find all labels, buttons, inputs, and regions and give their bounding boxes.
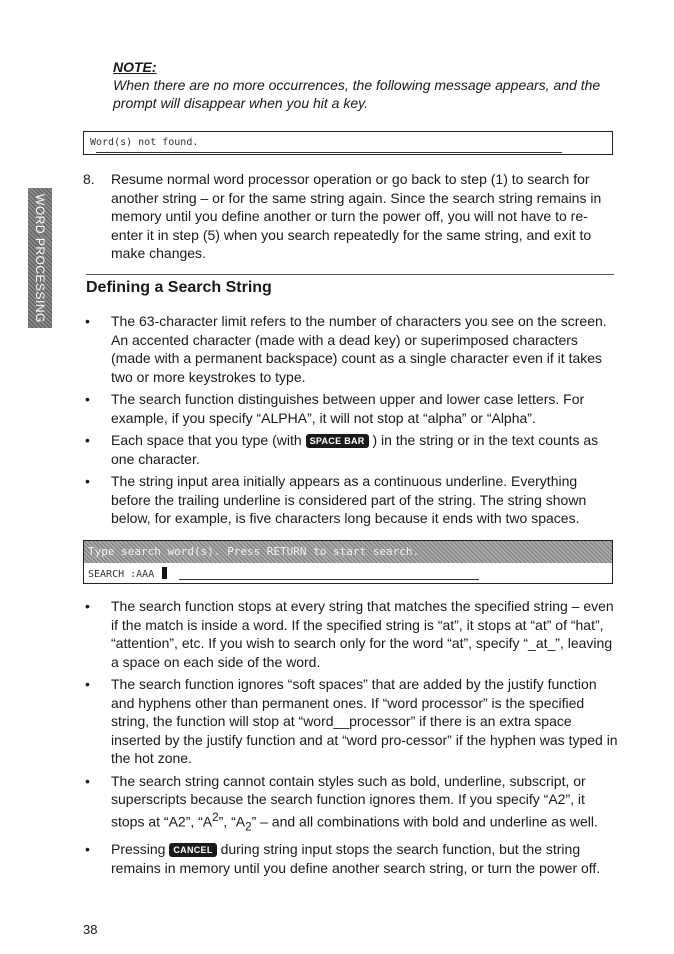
section-divider [86,274,614,275]
message-underline [96,152,562,153]
string-underline [179,579,479,580]
bullet-list-1 [83,312,618,532]
note-text: When there are no more occurrences, the following message appears, and the prompt will disappear when you hit a key. [113,77,601,111]
space-bar-key: SPACE BAR [306,434,369,448]
section-side-tab [28,188,52,328]
not-found-message-box [83,131,613,155]
list-item: • The search function stops at every string that matches the specified string – even if the match is inside a word. If the specified string is “at”, it stops at “at” of “hat”, “attention”, etc. If you wish to search only for the word “at”, specify “_at_”, leaving a space on each side of the word. [85,598,614,670]
bullet-list-2 [83,597,618,881]
step-8 [83,170,618,263]
list-item: • The search string cannot contain styles such as bold, underline, subscript, or superscripts because the search function ignores them. If you specify “A2”, it stops at “A2”, “$A^2$”, “$A_2$” – and all combinations with bold and underline as well. [85,772,598,833]
cancel-key: CANCEL [169,843,216,857]
search-input-text: SEARCH :AAA [88,569,155,580]
search-input-line [84,563,612,580]
search-prompt-line: Type search word(s). Press RETURN to start search. [84,541,612,563]
note-block [113,58,623,112]
list-item: • The search function ignores “soft spaces” that are added by the justify function and hyphens other than permanent ones. If “word processor” is the specified string, the function will stop at “word__processor” if there is an extra space inserted by the justify function and at “word pro-cessor” if the hyphen was typed in the hot zone. [85,676,618,766]
side-tab-label: WORD PROCESSING [33,193,47,323]
note-title: NOTE: [113,59,157,75]
not-found-message: Word(s) not found. [90,137,199,148]
step-number: 8. [83,171,95,187]
step-text: Resume normal word processor operation or go back to step (1) to search for another string – or for the same string again. Since the search string remains in memory until you define another or turn the power off, you will not have to re-enter it in step (5) when you search repeatedly for the same string, and exit to make changes. [111,171,602,261]
section-heading: Defining a Search String [86,279,272,296]
list-item: • The 63-character limit refers to the number of characters you see on the screen. An accented character (made with a dead key) or superimposed characters (made with a permanent backspace) count as a single character even if it takes two or more keystrokes to type. [85,313,607,385]
list-item: • Pressing CANCEL during string input stops the search function, but the string remains in memory until you define another search string, or turn the power off. [85,841,601,876]
search-screen-example [83,540,613,584]
list-item: • The search function distinguishes between upper and lower case letters. For example, if you specify “ALPHA”, it will not stop at “alpha” or “Alpha”. [85,391,585,426]
list-item: • Each space that you type (with SPACE BAR ) in the string or in the text counts as one character. [85,432,599,467]
page-number: 38 [83,922,98,937]
list-item: • The string input area initially appears as a continuous underline. Everything before the trailing underline is considered part of the string. The string shown below, for example, is five characters long because it ends with two spaces. [85,473,587,526]
text-cursor [162,567,167,579]
